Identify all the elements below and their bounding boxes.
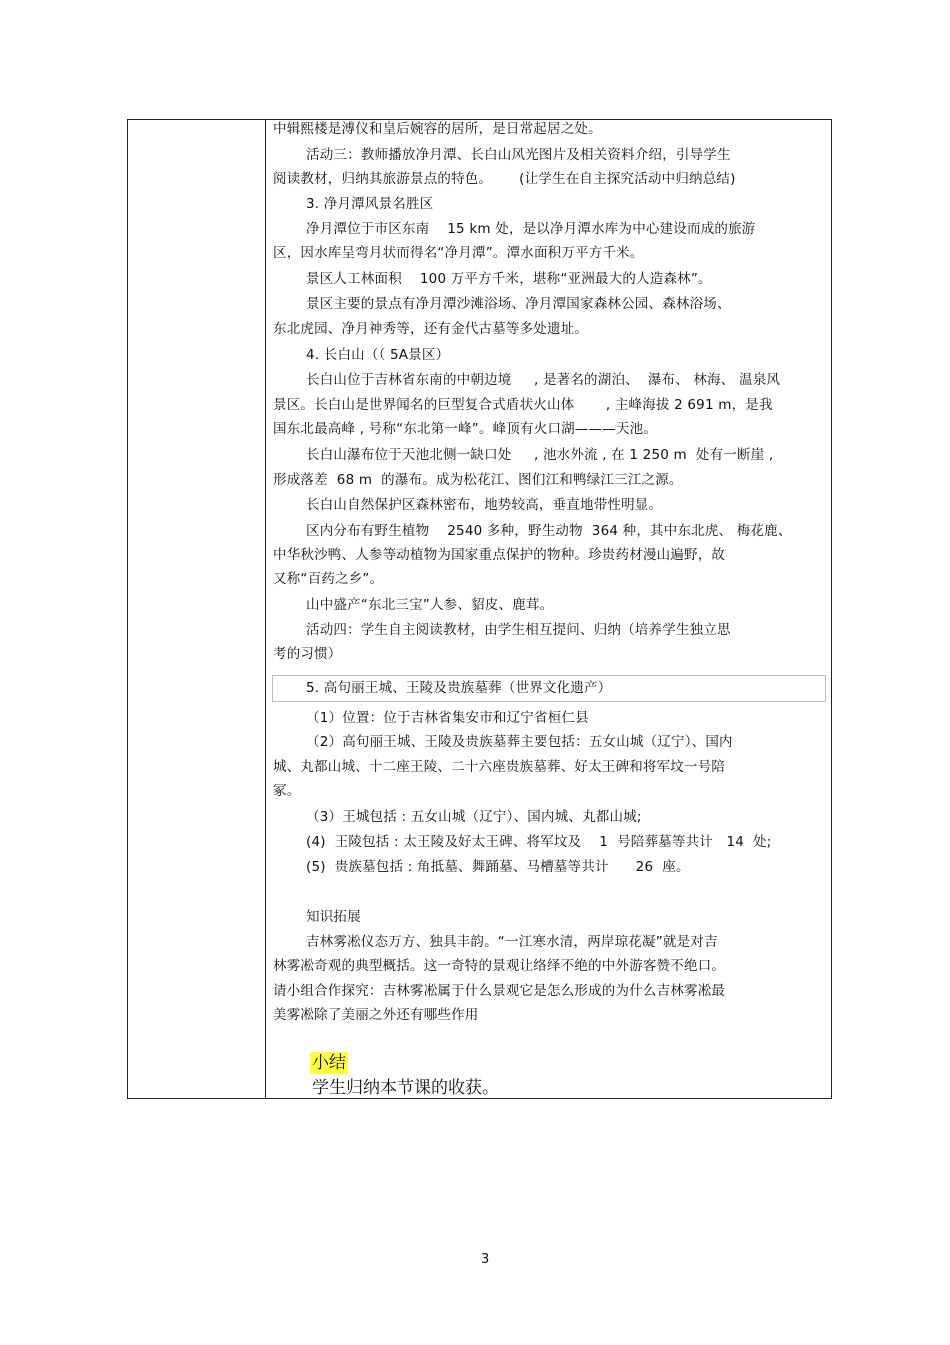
text-line: （3）王城包括 : 五女山城（辽宁）、国内城、丸都山城; bbox=[306, 809, 642, 825]
text-line: (4) 王陵包括 : 太王陵及好太王碑、将军坟及 1 号陪葬墓等共计 14 处; bbox=[306, 834, 772, 850]
summary-text: 学生归纳本节课的收获。 bbox=[312, 1078, 499, 1098]
text-line: 林雾凇奇观的典型概括。这一奇特的景观让络绎不绝的中外游客赞不绝口。 bbox=[273, 958, 726, 974]
text-line: 景区人工林面积 100 万平方千米，堪称“亚洲最大的人造森林”。 bbox=[306, 271, 712, 287]
text-line: 5. 高句丽王城、王陵及贵族墓葬（世界文化遗产） bbox=[306, 680, 612, 696]
text-line: 形成落差 68 m 的瀑布。成为松花江、图们江和鸭绿江三江之源。 bbox=[273, 472, 683, 488]
text-line: (5) 贵族墓包括 : 角抵墓、舞踊墓、马槽墓等共计 26 座。 bbox=[306, 859, 690, 875]
text-line: 4. 长白山（（ 5A景区） bbox=[306, 347, 450, 363]
text-line: 活动四：学生自主阅读教材，由学生相互提问、归纳（培养学生独立思 bbox=[306, 622, 731, 638]
text-line: 阅读教材，归纳其旅游景点的特色。 (让学生在自主探究活动中归纳总结) bbox=[273, 171, 736, 187]
text-line: 吉林雾凇仪态万方、独具丰韵。“一江寒水清，两岸琼花凝”就是对吉 bbox=[306, 934, 718, 950]
text-line: 景区。长白山是世界闻名的巨型复合式盾状火山体 , 主峰海拔 2 691 m，是我 bbox=[273, 397, 773, 413]
text-line: 国东北最高峰 , 号称“东北第一峰”。峰顶有火口湖———天池。 bbox=[273, 421, 658, 437]
text-line: 中华秋沙鸭、人参等动植物为国家重点保护的物种。珍贵药材漫山遍野，故 bbox=[273, 547, 726, 563]
text-line: 净月潭位于市区东南 15 km 处，是以净月潭水库为中心建设而成的旅游 bbox=[306, 221, 756, 237]
text-line: 又称“百药之乡”。 bbox=[273, 571, 384, 587]
text-line: 中辑熙楼是溥仪和皇后婉容的居所，是日常起居之处。 bbox=[273, 121, 602, 137]
summary-heading: 小结 bbox=[312, 1053, 346, 1073]
text-line: 请小组合作探究：吉林雾凇属于什么景观它是怎么形成的为什么吉林雾凇最 bbox=[273, 983, 726, 999]
text-line: （1）位置：位于吉林省集安市和辽宁省桓仁县 bbox=[306, 710, 589, 726]
text-line: 美雾凇除了美丽之外还有哪些作用 bbox=[273, 1007, 479, 1023]
text-line: 考的习惯） bbox=[273, 646, 342, 662]
text-line: 东北虎园、净月神秀等，还有金代古墓等多处遗址。 bbox=[273, 321, 589, 337]
table-column-divider bbox=[265, 119, 266, 1099]
text-line: 城、丸都山城、十二座王陵、二十六座贵族墓葬、好太王碑和将军坟一号陪 bbox=[273, 759, 726, 775]
text-line: 长白山瀑布位于天池北侧一缺口处 , 池水外流 , 在 1 250 m 处有一断崖 , bbox=[306, 447, 774, 463]
text-line: 区，因水库呈弯月状而得名“净月潭”。潭水面积万平方千米。 bbox=[273, 245, 644, 261]
text-line: 长白山位于吉林省东南的中朝边境 , 是著名的湖泊、 瀑布、 林海、 温泉风 bbox=[306, 372, 781, 388]
text-line: 景区主要的景点有净月潭沙滩浴场、净月潭国家森林公园、森林浴场、 bbox=[306, 296, 731, 312]
text-line: 山中盛产“东北三宝”人参、貂皮、鹿茸。 bbox=[306, 597, 554, 613]
page-number: 3 bbox=[481, 1252, 490, 1267]
text-line: 知识拓展 bbox=[306, 909, 361, 925]
text-line: 长白山自然保护区森林密布，地势较高，垂直地带性明显。 bbox=[306, 497, 663, 513]
text-line: （2）高句丽王城、王陵及贵族墓葬主要包括：五女山城（辽宁）、国内 bbox=[306, 734, 733, 750]
text-line: 冢。 bbox=[273, 783, 301, 799]
text-line: 3. 净月潭风景名胜区 bbox=[306, 196, 434, 212]
text-line: 活动三：教师播放净月潭、长白山风光图片及相关资料介绍，引导学生 bbox=[306, 147, 731, 163]
text-line: 区内分布有野生植物 2540 多种，野生动物 364 种，其中东北虎、 梅花鹿、 bbox=[306, 523, 792, 539]
